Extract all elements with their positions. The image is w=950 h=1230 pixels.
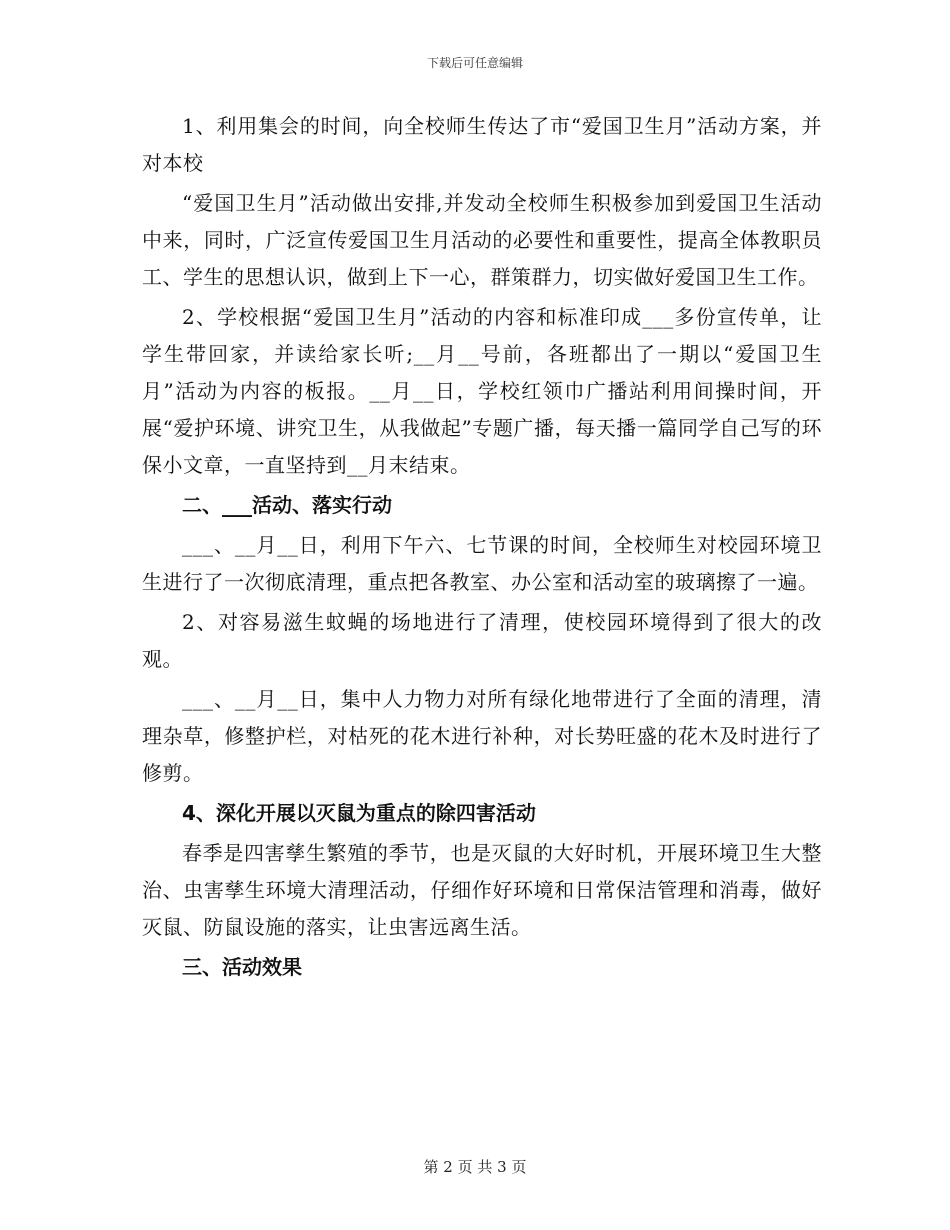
document-body — [142, 108, 822, 989]
section-heading-2: 二、___活动、落实行动 — [182, 493, 392, 517]
paragraph-3: 2、学校根据“爱国卫生月”活动的内容和标准印成___多份宣传单，让学生带回家，并读给家长听;__月__号前，各班都出了一期以“爱国卫生月”活动为内容的板报。__月__日，学校红领巾广播站利用间操时间，开展“爱护环境、讲究卫生，从我做起”专题广播，每天播一篇同学自己写的环保小文章，一直坚持到__月末结束。 — [142, 305, 822, 477]
page-number-footer: 第 2 页 共 3 页 — [423, 1158, 527, 1176]
paragraph-1: 1、利用集会的时间，向全校师生传达了市“爱国卫生月”活动方案，并对本校 — [142, 114, 822, 175]
paragraph-2: “爱国卫生月”活动做出安排,并发动全校师生积极参加到爱国卫生活动中来，同时，广泛宣传爱国卫生月活动的必要性和重要性，提高全体教职员工、学生的思想认识，做到上下一心，群策群力，切实做好爱国卫生工作。 — [142, 191, 822, 289]
paragraph-7: 春季是四害孳生繁殖的季节，也是灭鼠的大好时机，开展环境卫生大整治、虫害孳生环境大清理活动，仔细作好环境和日常保洁管理和消毒，做好灭鼠、防鼠设施的落实，让虫害远离生活。 — [142, 841, 822, 939]
section-heading-3: 三、活动效果 — [182, 955, 302, 979]
paragraph-4: ___、__月__日，利用下午六、七节课的时间，全校师生对校园环境卫生进行了一次彻底清理，重点把各教室、办公室和活动室的玻璃擦了一遍。 — [142, 533, 822, 594]
subsection-heading-4: 4、深化开展以灭鼠为重点的除四害活动 — [182, 801, 536, 825]
page-header-note: 下载后可任意编辑 — [426, 56, 523, 70]
paragraph-6: ___、__月__日，集中人力物力对所有绿化地带进行了全面的清理，清理杂草，修整护栏，对枯死的花木进行补种，对长势旺盛的花木及时进行了修剪。 — [142, 687, 822, 785]
paragraph-5: 2、对容易滋生蚊蝇的场地进行了清理，使校园环境得到了很大的改观。 — [142, 610, 822, 671]
